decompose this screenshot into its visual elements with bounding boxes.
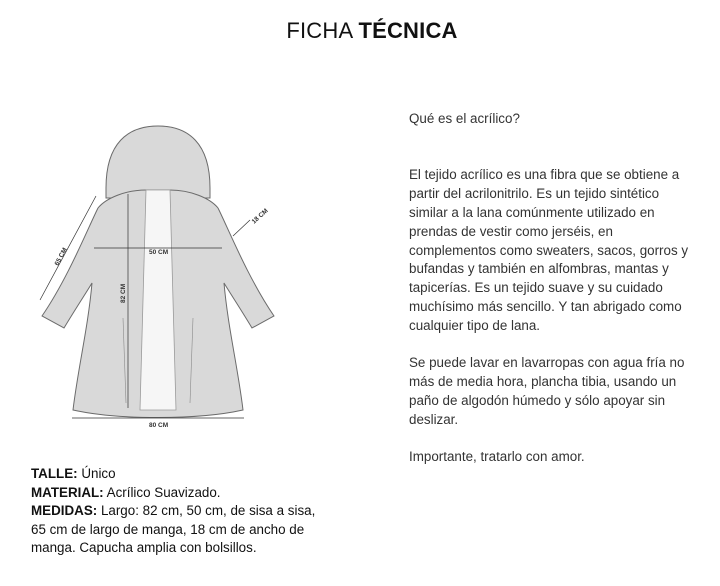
material-row <box>31 484 331 503</box>
info-paragraph-3: Importante, tratarlo con amor. <box>409 449 585 465</box>
measures-label: MEDIDAS: <box>31 503 98 519</box>
info-paragraph-2: Se puede lavar en lavarropas con agua fría no más de media hora, plancha tibia, usando un paño de algodón húmedo y sólo apoyar sin deslizar. <box>409 355 685 427</box>
title-light: FICHA <box>286 18 353 43</box>
info-question: Qué es el acrílico? <box>409 111 520 126</box>
info-paragraph-1: El tejido acrílico es una fibra que se obtiene a partir del acrilonitrilo. Es un tejido sintético similar a la lana comúnmente utilizado en prendas de vestir como jerséis, en complementos como sweaters, sacos, gorros y bufandas y también en alfombras, mantas y tapicerías. Es un tejido suave y su cuidado muchísimo más sencillo. Y tan abrigado como cualquier tipo de lana. <box>409 167 689 333</box>
size-label: TALLE: <box>31 466 78 481</box>
material-label: MATERIAL: <box>31 484 104 500</box>
sleeve-width-line <box>233 220 250 236</box>
size-value: Único <box>81 466 116 481</box>
hem-label: 80 CM <box>149 422 169 429</box>
title-bold: TÉCNICA <box>358 18 458 43</box>
garment-diagram <box>28 118 288 438</box>
page-title <box>0 18 720 44</box>
info-column <box>409 110 701 486</box>
sleeve-width-label: 18 CM <box>250 207 270 226</box>
sleeve-length-label: 65 CM <box>53 246 69 267</box>
measures-value: Largo: 82 cm, 50 cm, de sisa a sisa, 65 cm de largo de manga, 18 cm de ancho de manga. Capucha amplia con bolsillos. <box>31 503 316 556</box>
front-opening <box>140 190 176 410</box>
material-value: Acrílico Suavizado. <box>106 484 221 500</box>
hood-shape <box>106 126 210 198</box>
measures-row <box>31 502 331 558</box>
specs-block <box>31 465 331 558</box>
armhole-label: 50 CM <box>149 249 169 256</box>
length-label: 82 CM <box>120 283 127 303</box>
size-row <box>31 465 331 484</box>
